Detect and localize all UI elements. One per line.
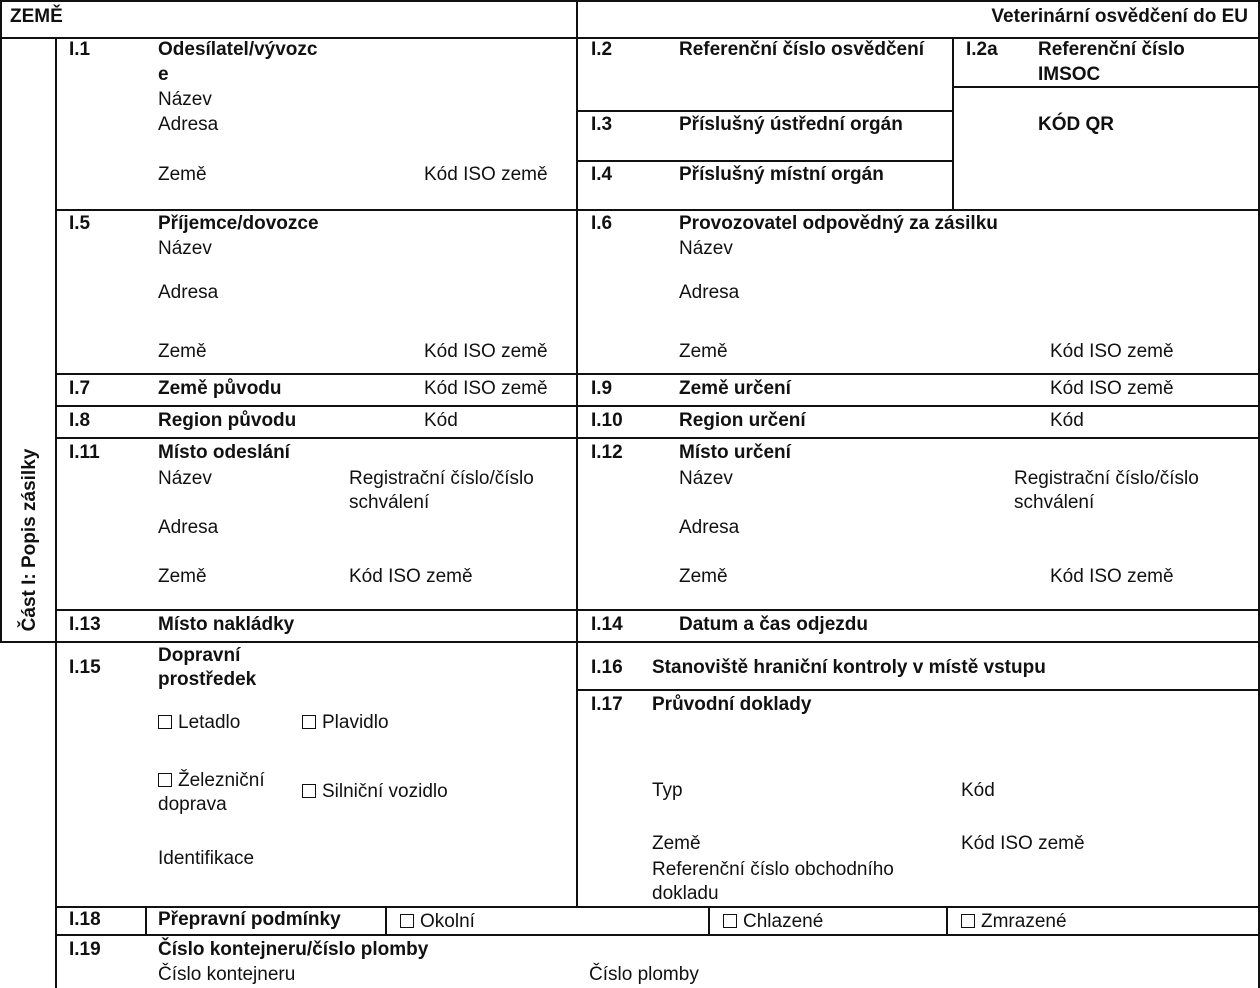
field-number: I.1 bbox=[69, 39, 91, 60]
field-number: I.11 bbox=[69, 442, 100, 463]
field-title: Místo nakládky bbox=[158, 614, 295, 635]
field-title: Referenční číslo osvědčení bbox=[679, 39, 924, 60]
field-title: Místo odeslání bbox=[158, 442, 290, 463]
field-number: I.13 bbox=[69, 614, 101, 635]
iso-code-label: Kód ISO země bbox=[1050, 566, 1174, 587]
field-title: Dopravní bbox=[158, 645, 241, 666]
address-label: Adresa bbox=[679, 282, 740, 303]
rule bbox=[55, 373, 1260, 375]
code-label: Kód bbox=[424, 410, 458, 431]
checkbox-icon[interactable] bbox=[302, 784, 316, 798]
rule bbox=[576, 689, 1260, 691]
type-label: Typ bbox=[652, 780, 683, 801]
option-label: Plavidlo bbox=[322, 712, 389, 733]
rule bbox=[708, 906, 710, 934]
country-heading: ZEMĚ bbox=[10, 6, 63, 27]
field-title: Stanoviště hraniční kontroly v místě vstupu bbox=[652, 657, 1046, 678]
option-label: Letadlo bbox=[178, 712, 241, 733]
field-title: Provozovatel odpovědný za zásilku bbox=[679, 213, 998, 234]
iso-code-label: Kód ISO země bbox=[961, 833, 1085, 854]
checkbox-icon[interactable] bbox=[723, 914, 737, 928]
iso-code-label: Kód ISO země bbox=[424, 378, 548, 399]
rule bbox=[0, 0, 2, 642]
field-title: Příjemce/dovozce bbox=[158, 213, 319, 234]
iso-code-label: Kód ISO země bbox=[1050, 378, 1174, 399]
field-number: I.14 bbox=[591, 614, 623, 635]
name-label: Název bbox=[679, 468, 733, 489]
field-title-cont: IMSOC bbox=[1038, 64, 1101, 85]
field-number: I.7 bbox=[69, 378, 91, 399]
checkbox-icon[interactable] bbox=[400, 914, 414, 928]
field-title: Region určení bbox=[679, 410, 806, 431]
rule bbox=[0, 0, 1260, 2]
field-title: Země určení bbox=[679, 378, 791, 399]
field-title: Příslušný místní orgán bbox=[679, 164, 884, 185]
field-title: Region původu bbox=[158, 410, 297, 431]
name-label: Název bbox=[679, 238, 733, 259]
field-number: I.15 bbox=[69, 657, 101, 678]
iso-code-label: Kód ISO země bbox=[424, 341, 548, 362]
option-frozen[interactable] bbox=[961, 909, 1067, 934]
rule bbox=[576, 37, 578, 906]
qr-code-label: KÓD QR bbox=[1038, 114, 1114, 135]
option-road-vehicle[interactable] bbox=[302, 779, 448, 804]
country-label: Země bbox=[158, 164, 207, 185]
field-number: I.10 bbox=[591, 410, 623, 431]
field-number: I.2a bbox=[966, 39, 998, 60]
field-title-cont: prostředek bbox=[158, 669, 257, 690]
option-aircraft[interactable] bbox=[158, 710, 240, 735]
option-label: Železniční bbox=[178, 770, 265, 791]
iso-code-label: Kód ISO země bbox=[1050, 341, 1174, 362]
part-label: Část I: Popis zásilky bbox=[19, 448, 40, 632]
rule bbox=[1258, 0, 1260, 988]
field-number: I.17 bbox=[591, 694, 623, 715]
rule bbox=[55, 37, 57, 988]
registration-label: Registrační číslo/číslo bbox=[349, 468, 534, 489]
country-label: Země bbox=[679, 341, 728, 362]
field-title: Místo určení bbox=[679, 442, 791, 463]
rule bbox=[145, 906, 147, 934]
rule bbox=[55, 405, 1260, 407]
field-title: Průvodní doklady bbox=[652, 694, 812, 715]
address-label: Adresa bbox=[679, 517, 740, 538]
address-label: Adresa bbox=[158, 114, 219, 135]
field-number: I.16 bbox=[591, 657, 623, 678]
field-number: I.2 bbox=[591, 39, 613, 60]
option-label: Okolní bbox=[420, 911, 475, 932]
option-railway-cont: doprava bbox=[158, 794, 227, 815]
option-vessel[interactable] bbox=[302, 710, 389, 735]
field-title: Země původu bbox=[158, 378, 282, 399]
identification-label: Identifikace bbox=[158, 848, 255, 869]
rule bbox=[55, 934, 1260, 936]
field-title: Odesílatel/vývozc bbox=[158, 39, 318, 60]
field-number: I.4 bbox=[591, 164, 613, 185]
rule bbox=[55, 437, 1260, 439]
commercial-ref-label: Referenční číslo obchodního bbox=[652, 859, 894, 880]
field-number: I.18 bbox=[69, 909, 101, 930]
registration-label-cont: schválení bbox=[1014, 492, 1095, 513]
country-label: Země bbox=[652, 833, 701, 854]
checkbox-icon[interactable] bbox=[302, 715, 316, 729]
option-label: Chlazené bbox=[743, 911, 824, 932]
seal-number-label: Číslo plomby bbox=[589, 964, 699, 985]
option-label: Zmrazené bbox=[981, 911, 1067, 932]
rule bbox=[55, 609, 1260, 611]
option-ambient[interactable] bbox=[400, 909, 475, 934]
country-label: Země bbox=[158, 341, 207, 362]
rule bbox=[946, 906, 948, 934]
rule bbox=[952, 86, 1260, 88]
field-title: Přepravní podmínky bbox=[158, 909, 341, 930]
field-title: Referenční číslo bbox=[1038, 39, 1185, 60]
code-label: Kód bbox=[961, 780, 995, 801]
code-label: Kód bbox=[1050, 410, 1084, 431]
field-title: Datum a čas odjezdu bbox=[679, 614, 868, 635]
iso-code-label: Kód ISO země bbox=[349, 566, 473, 587]
checkbox-icon[interactable] bbox=[158, 715, 172, 729]
rule bbox=[576, 0, 578, 37]
field-number: I.8 bbox=[69, 410, 91, 431]
commercial-ref-label-cont: dokladu bbox=[652, 883, 719, 904]
field-title: Příslušný ústřední orgán bbox=[679, 114, 903, 135]
name-label: Název bbox=[158, 89, 212, 110]
rule bbox=[952, 37, 954, 210]
country-label: Země bbox=[679, 566, 728, 587]
registration-label-cont: schválení bbox=[349, 492, 430, 513]
name-label: Název bbox=[158, 468, 212, 489]
option-chilled[interactable] bbox=[723, 909, 823, 934]
checkbox-icon[interactable] bbox=[961, 914, 975, 928]
field-title-cont: e bbox=[158, 64, 169, 85]
certificate-title: Veterinární osvědčení do EU bbox=[991, 6, 1248, 27]
field-title: Číslo kontejneru/číslo plomby bbox=[158, 939, 429, 960]
field-number: I.9 bbox=[591, 378, 613, 399]
field-number: I.3 bbox=[591, 114, 613, 135]
container-number-label: Číslo kontejneru bbox=[158, 964, 296, 985]
iso-code-label: Kód ISO země bbox=[424, 164, 548, 185]
checkbox-icon[interactable] bbox=[158, 773, 172, 787]
option-railway[interactable] bbox=[158, 768, 265, 793]
address-label: Adresa bbox=[158, 517, 219, 538]
field-number: I.12 bbox=[591, 442, 623, 463]
registration-label: Registrační číslo/číslo bbox=[1014, 468, 1199, 489]
field-number: I.19 bbox=[69, 939, 101, 960]
field-number: I.6 bbox=[591, 213, 613, 234]
field-number: I.5 bbox=[69, 213, 91, 234]
address-label: Adresa bbox=[158, 282, 219, 303]
country-label: Země bbox=[158, 566, 207, 587]
rule bbox=[0, 641, 56, 643]
option-label: Silniční vozidlo bbox=[322, 781, 448, 802]
rule bbox=[385, 906, 387, 934]
name-label: Název bbox=[158, 238, 212, 259]
